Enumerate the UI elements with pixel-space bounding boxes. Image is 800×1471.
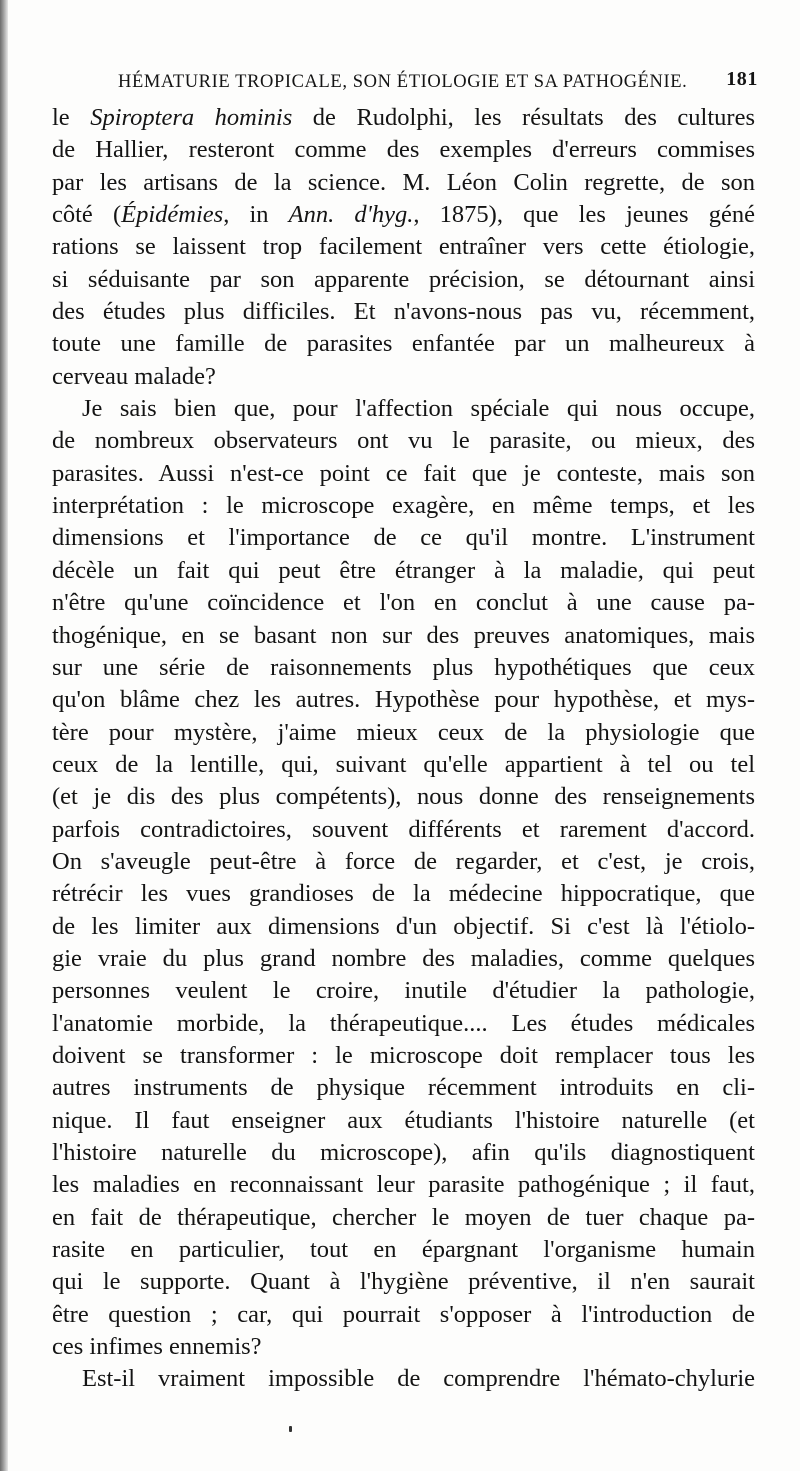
text-line: le Spiroptera hominis de Rudolphi, les résultats des cultures (52, 104, 755, 131)
paragraph-start: Est-il vraiment impossible de comprendre l'hémato-chylurie (82, 1365, 755, 1393)
text-line: ces infimes ennemis? (52, 1333, 262, 1361)
text-line: de les limiter aux dimensions d'un objectif. Si c'est là l'étiolo- (52, 912, 755, 940)
text-line: côté (Épidémies, in Ann. d'hyg., 1875), que les jeunes géné (52, 201, 755, 229)
running-title: HÉMATURIE TROPICALE, SON ÉTIOLOGIE ET SA PATHOGÉNIE. (118, 72, 688, 92)
body-text (52, 102, 755, 1396)
text-line: qui le supporte. Quant à l'hygiène préventive, il n'en saurait (52, 1268, 755, 1296)
text-line: par les artisans de la science. M. Léon Colin regrette, de son (52, 168, 755, 196)
text-line: personnes veulent le croire, inutile d'étudier la pathologie, (52, 977, 755, 1005)
text-line: interprétation : le microscope exagère, en même temps, et les (52, 492, 755, 520)
text-line: des études plus difficiles. Et n'avons-nous pas vu, récemment, (52, 298, 755, 326)
text-line: thogénique, en se basant non sur des preuves anatomiques, mais (52, 621, 755, 649)
text-line: toute une famille de parasites enfantée par un malheureux à (52, 330, 755, 358)
text-line: tère pour mystère, j'aime mieux ceux de la physiologie que (52, 718, 755, 746)
text-line: si séduisante par son apparente précision, se détournant ainsi (52, 265, 755, 293)
scan-binding-edge (0, 0, 8, 1471)
text-line: l'anatomie morbide, la thérapeutique.... Les études médicales (52, 1009, 755, 1037)
text-line: doivent se transformer : le microscope doit remplacer tous les (52, 1041, 755, 1069)
text-line: en fait de thérapeutique, chercher le moyen de tuer chaque pa- (52, 1203, 755, 1231)
text-line: dimensions et l'importance de ce qu'il montre. L'instrument (52, 524, 755, 552)
text-line: rétrécir les vues grandioses de la médecine hippocratique, que (52, 880, 755, 908)
running-head (88, 64, 758, 94)
text-line: de Hallier, resteront comme des exemples d'erreurs commises (52, 136, 755, 164)
text-line: sur une série de raisonnements plus hypothétiques que ceux (52, 653, 755, 681)
text-line: On s'aveugle peut-être à force de regarder, et c'est, je crois, (52, 847, 755, 875)
page-number: 181 (726, 68, 758, 90)
ink-speck (289, 1426, 292, 1432)
italic-citation: Épidémies (121, 201, 224, 229)
text-line: les maladies en reconnaissant leur parasite pathogénique ; il faut, (52, 1171, 755, 1199)
text-line: de nombreux observateurs ont vu le parasite, ou mieux, des (52, 427, 755, 455)
text-line: cerveau malade? (52, 362, 216, 390)
text-line: (et je dis des plus compétents), nous donne des renseignements (52, 783, 755, 811)
paragraph-start: Je sais bien que, pour l'affection spéciale qui nous occupe, (82, 395, 755, 423)
text-line: rations se laissent trop facilement entraîner vers cette étiologie, (52, 233, 755, 261)
text-line: qu'on blâme chez les autres. Hypothèse pour hypothèse, et mys- (52, 686, 755, 714)
text-line: ceux de la lentille, qui, suivant qu'elle appartient à tel ou tel (52, 750, 755, 778)
text-line: être question ; car, qui pourrait s'opposer à l'introduction de (52, 1300, 755, 1328)
italic-journal: Ann. d'hyg. (288, 201, 414, 229)
text-line: parasites. Aussi n'est-ce point ce fait que je conteste, mais son (52, 459, 755, 487)
italic-species-name: Spiroptera hominis (90, 104, 293, 131)
text-line: l'histoire naturelle du microscope), afin qu'ils diagnostiquent (52, 1139, 755, 1166)
text-line: nique. Il faut enseigner aux étudiants l'histoire naturelle (et (52, 1106, 755, 1134)
text-line: rasite en particulier, tout en épargnant l'organisme humain (52, 1236, 755, 1264)
text-line: parfois contradictoires, souvent différents et rarement d'accord. (52, 815, 755, 843)
text-line: n'être qu'une coïncidence et l'on en conclut à une cause pa- (52, 589, 755, 617)
text-line: décèle un fait qui peut être étranger à la maladie, qui peut (52, 556, 755, 584)
text-line: autres instruments de physique récemment introduits en cli- (52, 1074, 755, 1102)
text-line: gie vraie du plus grand nombre des maladies, comme quelques (52, 944, 755, 972)
